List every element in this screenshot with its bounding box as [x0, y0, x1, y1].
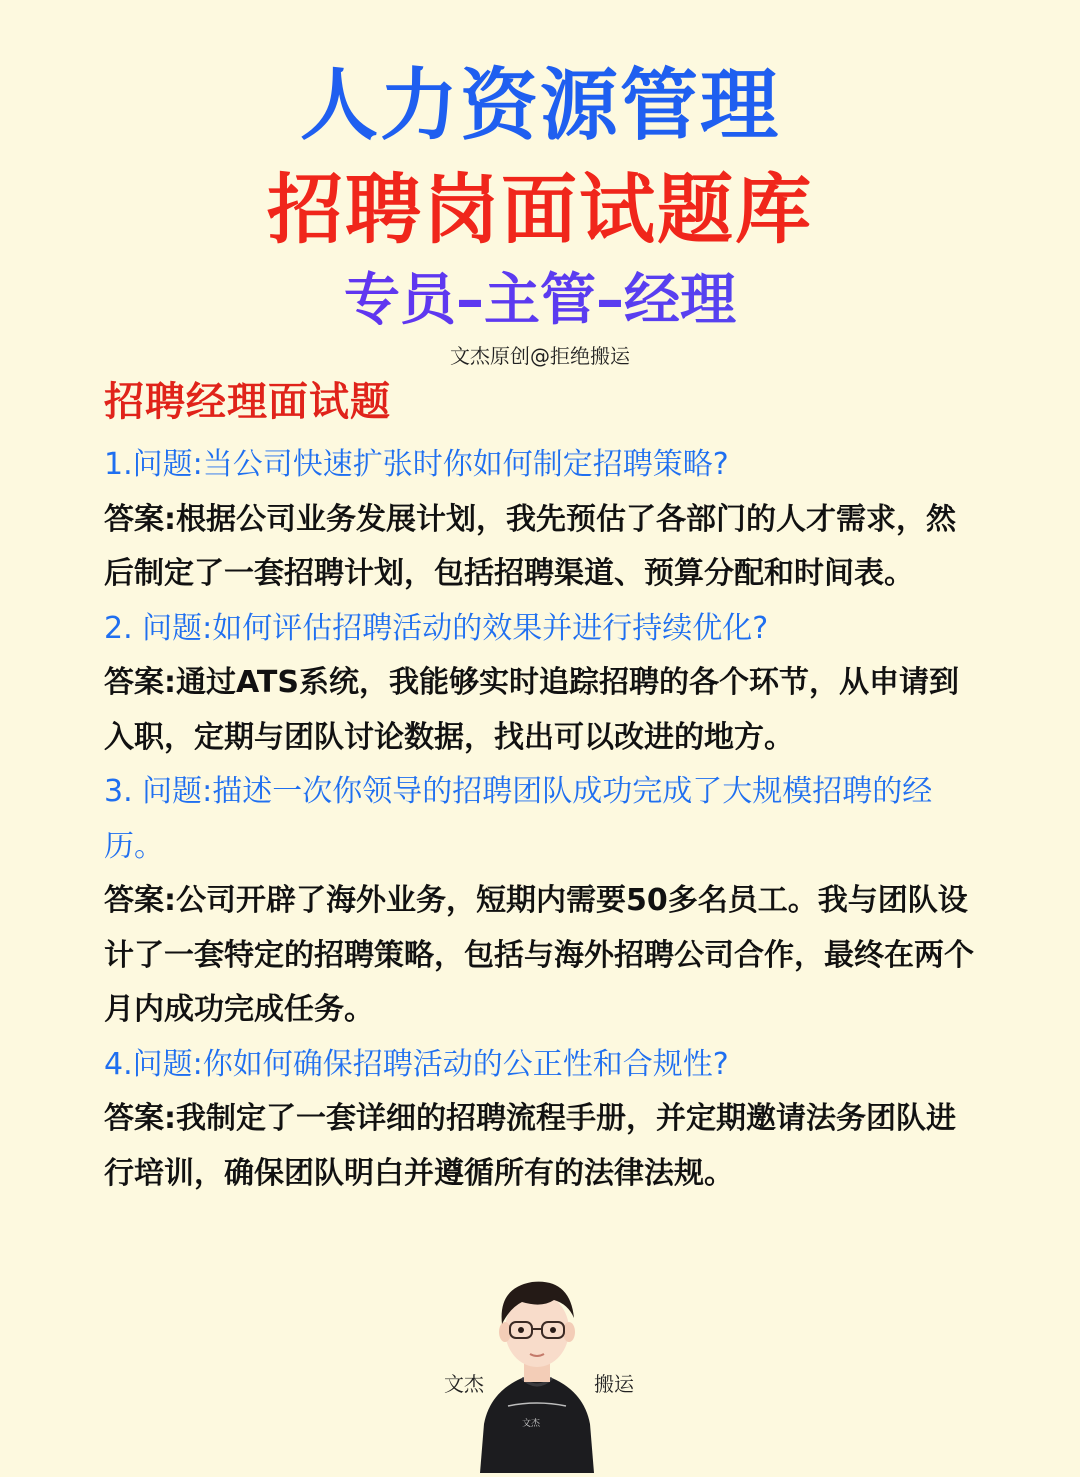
question-1: 1.问题:当公司快速扩张时你如何制定招聘策略?: [104, 447, 729, 482]
answer-1: 答案:根据公司业务发展计划，我先预估了各部门的人才需求，然后制定了一套招聘计划，包括招聘渠道、预算分配和时间表。: [104, 501, 956, 591]
main-title: 人力资源管理: [299, 61, 780, 151]
qa-item-4: [104, 1038, 984, 1202]
avatar-illustration: [472, 1274, 602, 1473]
qa-item-2: [104, 602, 984, 766]
subtitle: 招聘岗面试题库: [267, 165, 813, 254]
question-3: 3. 问题:描述一次你领导的招聘团队成功完成了大规模招聘的经历。: [104, 774, 933, 864]
answer-3: 答案:公司开辟了海外业务，短期内需要50多名员工。我与团队设计了一套特定的招聘策略，包括与海外招聘公司合作，最终在两个月内成功完成任务。: [104, 883, 974, 1027]
answer-2: 答案:通过ATS系统，我能够实时追踪招聘的各个环节，从申请到入职，定期与团队讨论数据，找出可以改进的地方。: [104, 665, 959, 755]
avatar-shirt-text: 文杰: [522, 1419, 541, 1429]
watermark-top: 文杰原创@拒绝搬运: [450, 344, 630, 368]
question-2: 2. 问题:如何评估招聘活动的效果并进行持续优化?: [104, 610, 769, 646]
qa-item-1: [104, 438, 984, 602]
avatar: [472, 1274, 602, 1473]
section-heading: 招聘经理面试题: [104, 379, 391, 425]
watermark-bottom-right: 搬运: [594, 1372, 634, 1396]
qa-item-3: [104, 765, 984, 1038]
answer-4: 答案:我制定了一套详细的招聘流程手册，并定期邀请法务团队进行培训，确保团队明白并遵循所有的法律法规。: [104, 1101, 956, 1191]
qa-list: [104, 438, 984, 1201]
question-4: 4.问题:你如何确保招聘活动的公正性和合规性?: [104, 1046, 729, 1082]
watermark-bottom-left: 文杰: [444, 1372, 484, 1396]
levels-line: 专员–主管–经理: [0, 266, 1080, 336]
